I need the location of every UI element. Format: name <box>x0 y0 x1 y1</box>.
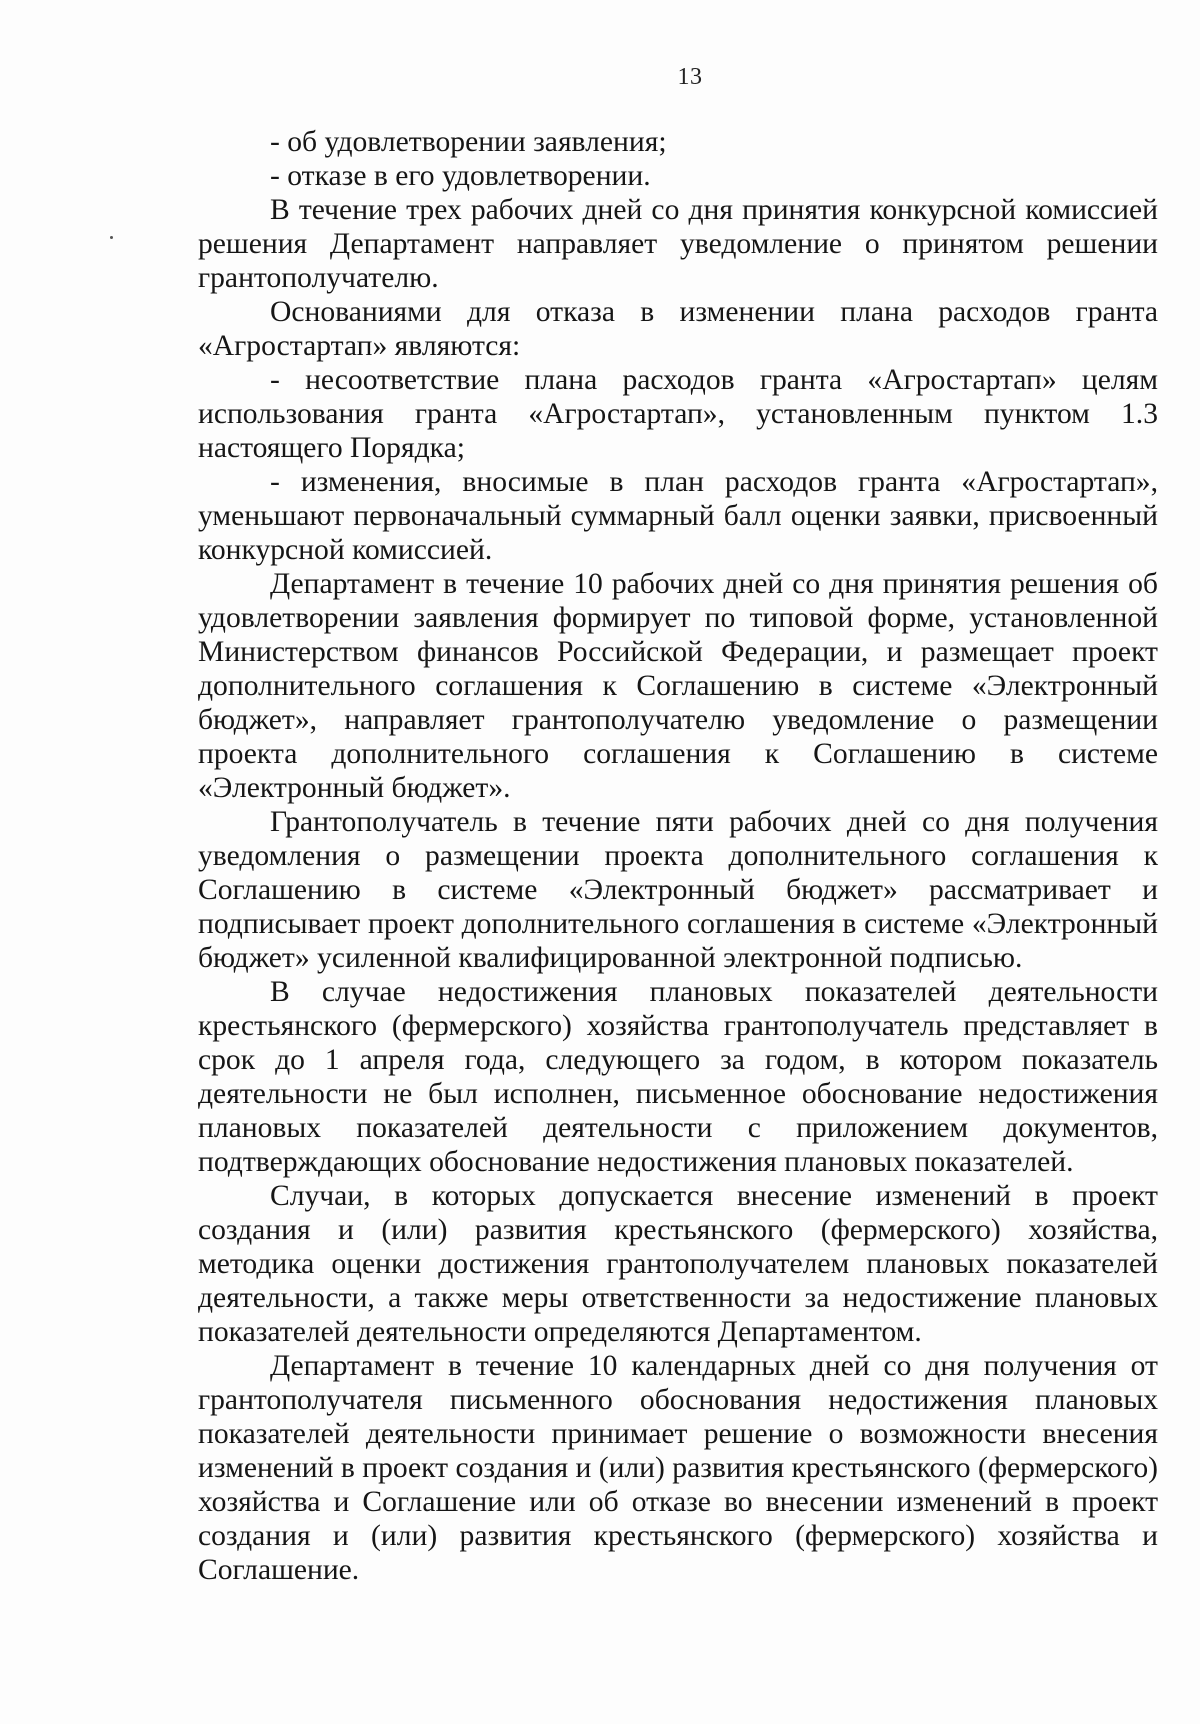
paragraph-grantee-signing: Грантополучатель в течение пяти рабочих дней со дня получения уведомления о размещении проекта дополнительного соглашения к Соглашению в системе «Электронный бюджет» рассматривает и подписывает проект дополнительного соглашения в системе «Электронный бюджет» усиленной квалифицированной электронной подписью. <box>198 806 1158 974</box>
list-item-score-decrease: - изменения, вносимые в план расходов гранта «Агростартап», уменьшают первоначальный суммарный балл оценки заявки, присвоенный конкурсной комиссией. <box>198 466 1158 566</box>
paragraph-notification: В течение трех рабочих дней со дня принятия конкурсной комиссией решения Департамент направляет уведомление о принятом решении грантополучателю. <box>198 194 1158 294</box>
document-body <box>198 125 1158 1587</box>
paragraph-additional-agreement: Департамент в течение 10 рабочих дней со дня принятия решения об удовлетворении заявления формирует по типовой форме, установленной Министерством финансов Российской Федерации, и размещает проект дополнительного соглашения к Соглашению в системе «Электронный бюджет», направляет грантополучателю уведомление о размещении проекта дополнительного соглашения к Соглашению в системе «Электронный бюджет». <box>198 568 1158 804</box>
scan-speck <box>110 236 113 239</box>
paragraph-indicators-shortfall: В случае недостижения плановых показателей деятельности крестьянского (фермерского) хозяйства грантополучатель представляет в срок до 1 апреля года, следующего за годом, в котором показатель деятельности не был исполнен, письменное обоснование недостижения плановых показателей деятельности с приложением документов, подтверждающих обоснование недостижения плановых показателей. <box>198 976 1158 1178</box>
list-item-approval: - об удовлетворении заявления; <box>270 126 667 158</box>
paragraph-change-cases: Случаи, в которых допускается внесение изменений в проект создания и (или) развития крестьянского (фермерского) хозяйства, методика оценки достижения грантополучателем плановых показателей деятельности, а также меры ответственности за недостижение плановых показателей деятельности определяются Департаментом. <box>198 1180 1158 1348</box>
list-item-refusal: - отказе в его удовлетворении. <box>270 160 651 192</box>
paragraph-refusal-grounds: Основаниями для отказа в изменении плана расходов гранта «Агростартап» являются: <box>198 296 1158 362</box>
page-number: 13 <box>677 64 703 90</box>
paragraph-department-decision: Департамент в течение 10 календарных дней со дня получения от грантополучателя письменного обоснования недостижения плановых показателей деятельности принимает решение о возможности внесения изменений в проект создания и (или) развития крестьянского (фермерского) хозяйства и Соглашение или об отказе во внесении изменений в проект создания и (или) развития крестьянского (фермерского) хозяйства и Соглашение. <box>198 1350 1158 1586</box>
list-item-mismatch: - несоответствие плана расходов гранта «Агростартап» целям использования гранта «Агростартап», установленным пунктом 1.3 настоящего Порядка; <box>198 364 1158 464</box>
